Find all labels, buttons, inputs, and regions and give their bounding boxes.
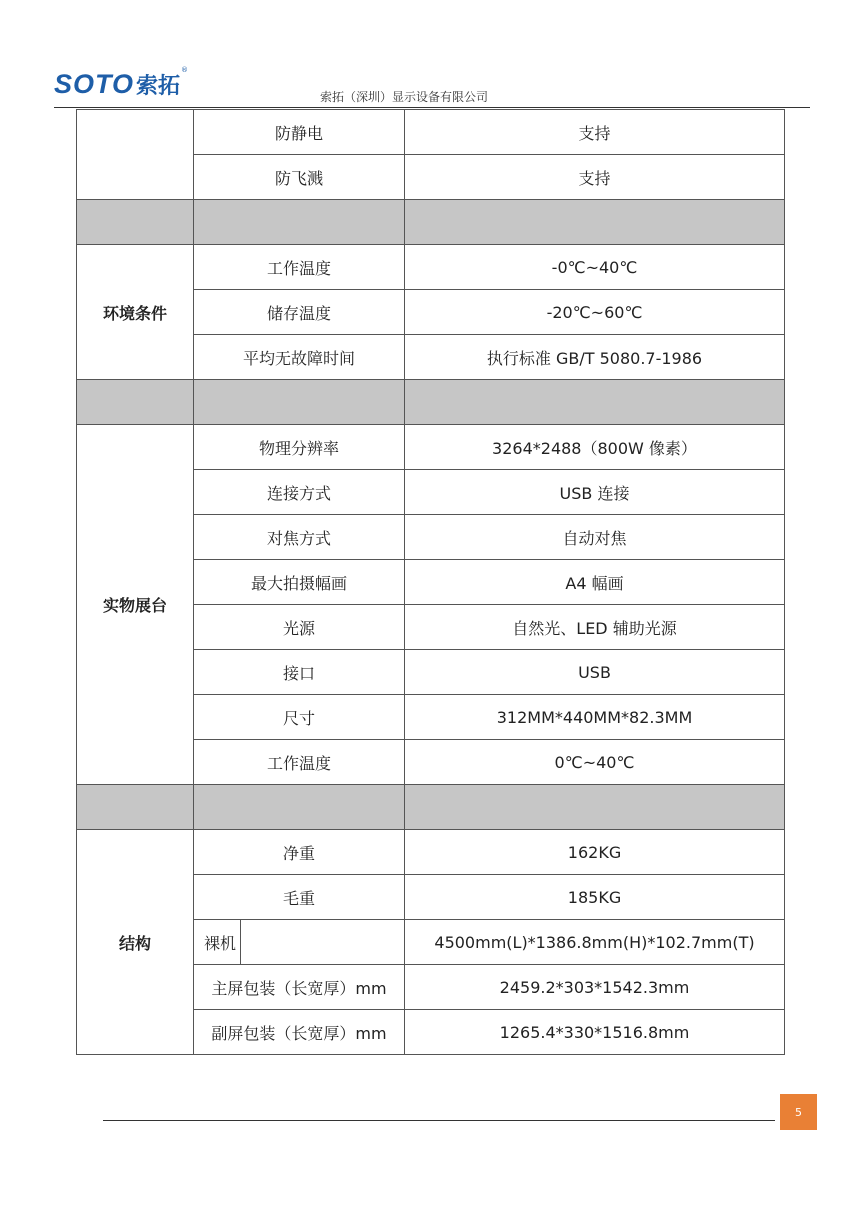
logo-latin: SOTO (54, 69, 135, 99)
spec-value: 4500mm(L)*1386.8mm(H)*102.7mm(T) (405, 920, 785, 965)
spec-label: 连接方式 (194, 470, 405, 515)
registered-mark: ® (181, 66, 189, 74)
spec-value: 185KG (405, 875, 785, 920)
empty-subcell (240, 920, 404, 964)
spec-value: -20℃~60℃ (405, 290, 785, 335)
spec-value: -0℃~40℃ (405, 245, 785, 290)
spec-value: 1265.4*330*1516.8mm (405, 1010, 785, 1055)
spec-label: 防静电 (194, 110, 405, 155)
table-row (77, 830, 785, 875)
spec-value: USB 连接 (405, 470, 785, 515)
spec-value: 自动对焦 (405, 515, 785, 560)
spec-label: 接口 (194, 650, 405, 695)
company-name: 索拓（深圳）显示设备有限公司 (320, 90, 489, 104)
spec-label: 裸机 (204, 933, 237, 953)
spec-label: 主屏包装（长宽厚）mm (194, 965, 405, 1010)
spec-value: USB (405, 650, 785, 695)
header-divider (54, 107, 810, 108)
spec-value: 162KG (405, 830, 785, 875)
spec-label: 物理分辨率 (194, 425, 405, 470)
spec-label: 光源 (194, 605, 405, 650)
group-cell-empty (77, 110, 194, 200)
spec-value: 自然光、LED 辅助光源 (405, 605, 785, 650)
spec-label: 净重 (194, 830, 405, 875)
logo-cjk: 索拓 (136, 74, 181, 99)
spec-label: 平均无故障时间 (194, 335, 405, 380)
spec-table (76, 109, 785, 1055)
spec-value: 3264*2488（800W 像素） (405, 425, 785, 470)
spec-value: 支持 (405, 155, 785, 200)
spec-value: 执行标准 GB/T 5080.7-1986 (405, 335, 785, 380)
spec-value: 支持 (405, 110, 785, 155)
spec-label: 防飞溅 (194, 155, 405, 200)
company-logo (54, 66, 188, 98)
spec-label: 最大拍摄幅画 (194, 560, 405, 605)
table-row (77, 245, 785, 290)
spec-value: 0℃~40℃ (405, 740, 785, 785)
spec-label: 毛重 (194, 875, 405, 920)
spec-label: 储存温度 (194, 290, 405, 335)
spec-value: 312MM*440MM*82.3MM (405, 695, 785, 740)
separator-row (77, 380, 785, 425)
group-environment: 环境条件 (77, 245, 194, 380)
spec-label: 工作温度 (194, 245, 405, 290)
separator-row (77, 785, 785, 830)
group-structure: 结构 (77, 830, 194, 1055)
separator-row (77, 200, 785, 245)
spec-label: 副屏包装（长宽厚）mm (194, 1010, 405, 1055)
table-row (77, 425, 785, 470)
spec-label-cell (194, 920, 405, 965)
page-number: 5 (780, 1094, 817, 1130)
spec-label: 工作温度 (194, 740, 405, 785)
spec-value: 2459.2*303*1542.3mm (405, 965, 785, 1010)
table-row (77, 110, 785, 155)
spec-label: 尺寸 (194, 695, 405, 740)
footer-divider (103, 1120, 775, 1121)
spec-value: A4 幅画 (405, 560, 785, 605)
spec-label: 对焦方式 (194, 515, 405, 560)
group-document-camera: 实物展台 (77, 425, 194, 785)
